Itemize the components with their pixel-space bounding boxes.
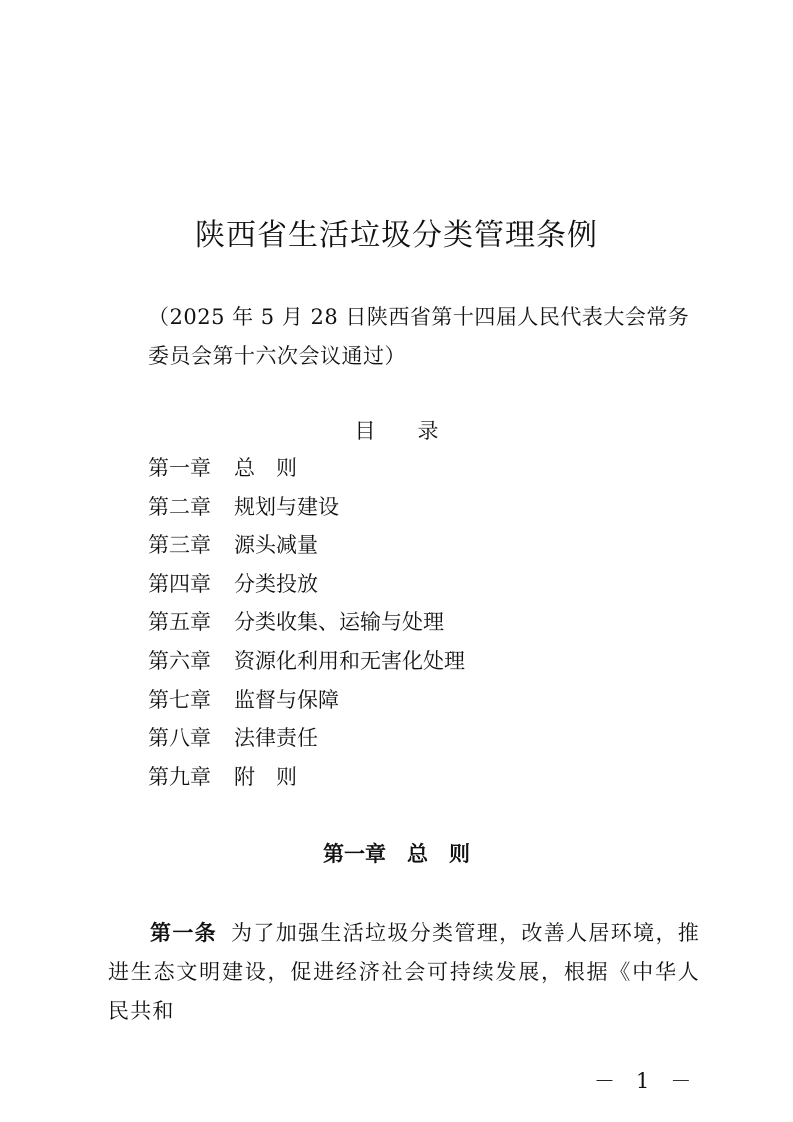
toc-item — [148, 606, 465, 645]
toc-item-title: 分类投放 — [234, 571, 318, 596]
document-title: 陕西省生活垃圾分类管理条例 — [195, 218, 598, 253]
toc-item-number: 第五章 — [148, 610, 211, 635]
toc-item — [148, 529, 465, 568]
toc-item — [148, 452, 465, 491]
page-number: － 1 － — [594, 1069, 692, 1093]
toc-item-title: 总 则 — [234, 456, 297, 480]
article-1 — [108, 914, 700, 1031]
toc-heading — [0, 416, 793, 446]
toc-item — [148, 722, 465, 761]
toc-heading-char-2: 录 — [417, 419, 439, 443]
toc-item-number: 第七章 — [148, 687, 211, 712]
toc-item-number: 第八章 — [148, 726, 211, 751]
toc-item — [148, 491, 465, 530]
adoption-note-line-1: （2025 年 5 月 28 日陕西省第十四届人民代表大会常务 — [148, 305, 690, 329]
toc-heading-char-1: 目 — [354, 419, 376, 443]
toc-item-title: 规划与建设 — [234, 494, 339, 519]
toc-item-title: 资源化利用和无害化处理 — [234, 648, 465, 673]
toc-item-number: 第九章 — [148, 764, 211, 789]
toc-item-title: 法律责任 — [234, 726, 318, 751]
toc-item-title: 监督与保障 — [234, 687, 339, 712]
article-1-label: 第一条 — [150, 921, 218, 945]
toc-item — [148, 645, 465, 684]
table-of-contents — [148, 452, 465, 799]
toc-item-number: 第六章 — [148, 648, 211, 673]
toc-item-number: 第二章 — [148, 494, 211, 519]
toc-item-number: 第四章 — [148, 571, 211, 596]
toc-item — [148, 684, 465, 723]
toc-item — [148, 568, 465, 607]
toc-item-title: 分类收集、运输与处理 — [234, 610, 444, 635]
toc-item-number: 第一章 — [148, 456, 211, 480]
adoption-note-line-2: 委员会第十六次会议通过） — [148, 344, 406, 368]
article-1-text: 为了加强生活垃圾分类管理，改善人居环境，推进生态文明建设，促进经济社会可持续发展，根据《中华人民共和 — [108, 921, 700, 1023]
toc-item-title: 源头减量 — [234, 533, 318, 558]
chapter-1-heading: 第一章 总 则 — [323, 842, 470, 866]
toc-item-number: 第三章 — [148, 533, 211, 558]
toc-item — [148, 761, 465, 800]
toc-item-title: 附 则 — [234, 764, 297, 789]
